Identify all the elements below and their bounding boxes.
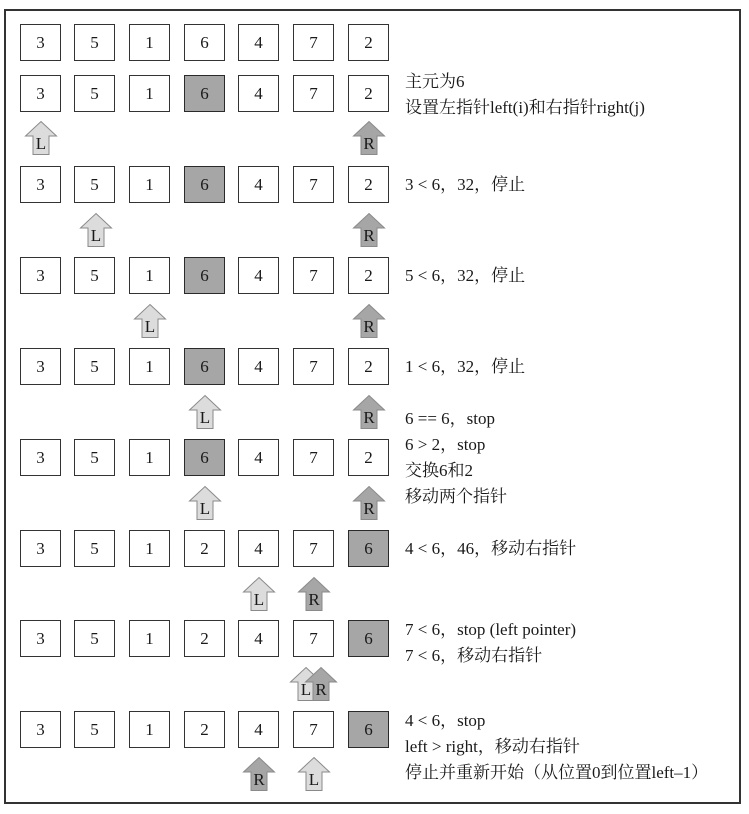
array-cell: 5 bbox=[74, 530, 115, 567]
step-note bbox=[405, 617, 576, 669]
right-pointer-arrow bbox=[353, 395, 385, 429]
note-line: 停止并重新开始（从位置0到位置left–1） bbox=[405, 763, 709, 782]
array-cell: 5 bbox=[74, 75, 115, 112]
pointer-label: L bbox=[35, 134, 47, 153]
array-cell: 2 bbox=[348, 439, 389, 476]
pointer-label: R bbox=[315, 680, 327, 699]
pointer-label: R bbox=[363, 134, 375, 153]
pointer-label: L bbox=[90, 226, 102, 245]
pointer-label: R bbox=[363, 317, 375, 336]
array-cell: 5 bbox=[74, 24, 115, 61]
array-cell: 4 bbox=[238, 530, 279, 567]
pointer-label: L bbox=[308, 770, 320, 789]
array-cell: 1 bbox=[129, 439, 170, 476]
array-cell: 2 bbox=[184, 711, 225, 748]
array-cell: 7 bbox=[293, 711, 334, 748]
array-cell: 1 bbox=[129, 711, 170, 748]
note-line: left > right，移动右指针 bbox=[405, 737, 580, 756]
array-cell: 1 bbox=[129, 24, 170, 61]
array-cell: 3 bbox=[20, 530, 61, 567]
pivot-cell: 6 bbox=[184, 348, 225, 385]
pointer-label: R bbox=[363, 408, 375, 427]
array-cell: 2 bbox=[348, 166, 389, 203]
step-note bbox=[405, 536, 576, 562]
array-cell: 4 bbox=[238, 620, 279, 657]
pivot-cell: 6 bbox=[348, 620, 389, 657]
array-cell: 7 bbox=[293, 439, 334, 476]
note-line: 3 < 6，32，停止 bbox=[405, 175, 526, 194]
array-cell: 4 bbox=[238, 257, 279, 294]
array-cell: 5 bbox=[74, 620, 115, 657]
note-line: 7 < 6，移动右指针 bbox=[405, 646, 543, 665]
array-cell: 5 bbox=[74, 166, 115, 203]
array-cell: 3 bbox=[20, 24, 61, 61]
left-pointer-arrow bbox=[243, 577, 275, 611]
array-cell: 6 bbox=[184, 24, 225, 61]
pivot-cell: 6 bbox=[184, 75, 225, 112]
pointer-label: R bbox=[308, 590, 320, 609]
array-cell: 7 bbox=[293, 348, 334, 385]
array-cell: 5 bbox=[74, 348, 115, 385]
pointer-label: R bbox=[363, 226, 375, 245]
array-cell: 4 bbox=[238, 348, 279, 385]
array-cell: 7 bbox=[293, 166, 334, 203]
pointer-label: L bbox=[199, 499, 211, 518]
pivot-cell: 6 bbox=[348, 530, 389, 567]
right-pointer-arrow bbox=[298, 577, 330, 611]
array-cell: 5 bbox=[74, 711, 115, 748]
step-note bbox=[405, 172, 525, 198]
pivot-cell: 6 bbox=[184, 257, 225, 294]
left-pointer-arrow bbox=[189, 486, 221, 520]
pointer-label: R bbox=[363, 499, 375, 518]
right-pointer-arrow bbox=[243, 757, 275, 791]
array-cell: 2 bbox=[184, 620, 225, 657]
note-line: 移动两个指针 bbox=[405, 487, 507, 506]
array-cell: 2 bbox=[348, 75, 389, 112]
array-cell: 1 bbox=[129, 348, 170, 385]
array-cell: 4 bbox=[238, 711, 279, 748]
pivot-cell: 6 bbox=[184, 166, 225, 203]
array-cell: 2 bbox=[348, 348, 389, 385]
left-pointer-arrow bbox=[25, 121, 57, 155]
left-pointer-arrow bbox=[134, 304, 166, 338]
array-cell: 4 bbox=[238, 166, 279, 203]
pointer-label: L bbox=[144, 317, 156, 336]
array-cell: 2 bbox=[348, 24, 389, 61]
note-line: 4 < 6，46，移动右指针 bbox=[405, 539, 577, 558]
array-cell: 2 bbox=[184, 530, 225, 567]
array-cell: 7 bbox=[293, 257, 334, 294]
array-cell: 7 bbox=[293, 530, 334, 567]
array-cell: 1 bbox=[129, 166, 170, 203]
array-cell: 1 bbox=[129, 75, 170, 112]
pointer-label: L bbox=[253, 590, 265, 609]
note-line: 7 < 6，stop (left pointer) bbox=[405, 620, 577, 639]
array-cell: 7 bbox=[293, 75, 334, 112]
array-cell: 1 bbox=[129, 530, 170, 567]
array-cell: 5 bbox=[74, 257, 115, 294]
note-line: 1 < 6，32，停止 bbox=[405, 357, 526, 376]
pointer-label: R bbox=[253, 770, 265, 789]
pivot-cell: 6 bbox=[184, 439, 225, 476]
right-pointer-arrow bbox=[353, 486, 385, 520]
array-cell: 4 bbox=[238, 439, 279, 476]
array-cell: 3 bbox=[20, 257, 61, 294]
array-cell: 1 bbox=[129, 620, 170, 657]
array-cell: 3 bbox=[20, 711, 61, 748]
array-cell: 4 bbox=[238, 75, 279, 112]
step-note bbox=[405, 406, 507, 510]
pointer-label: L bbox=[300, 680, 312, 699]
array-cell: 3 bbox=[20, 166, 61, 203]
array-cell: 3 bbox=[20, 348, 61, 385]
note-line: 主元为6 bbox=[405, 72, 465, 91]
array-cell: 2 bbox=[348, 257, 389, 294]
left-pointer-arrow bbox=[298, 757, 330, 791]
left-pointer-arrow bbox=[189, 395, 221, 429]
right-pointer-arrow bbox=[353, 121, 385, 155]
note-line: 4 < 6，stop bbox=[405, 711, 486, 730]
right-pointer-arrow bbox=[353, 213, 385, 247]
array-cell: 5 bbox=[74, 439, 115, 476]
step-note bbox=[405, 354, 525, 380]
array-cell: 4 bbox=[238, 24, 279, 61]
left-pointer-arrow bbox=[80, 213, 112, 247]
step-note bbox=[405, 708, 708, 786]
array-cell: 3 bbox=[20, 620, 61, 657]
array-cell: 3 bbox=[20, 439, 61, 476]
note-line: 设置左指针left(i)和右指针right(j) bbox=[405, 98, 645, 117]
note-line: 交换6和2 bbox=[405, 461, 473, 480]
note-line: 6 == 6，stop bbox=[405, 409, 496, 428]
note-line: 6 > 2，stop bbox=[405, 435, 486, 454]
note-line: 5 < 6，32，停止 bbox=[405, 266, 526, 285]
array-cell: 7 bbox=[293, 24, 334, 61]
pivot-cell: 6 bbox=[348, 711, 389, 748]
step-note bbox=[405, 263, 525, 289]
step-note bbox=[405, 69, 645, 121]
array-cell: 7 bbox=[293, 620, 334, 657]
right-pointer-arrow bbox=[353, 304, 385, 338]
right-pointer-arrow bbox=[305, 667, 337, 701]
pointer-label: L bbox=[199, 408, 211, 427]
array-cell: 3 bbox=[20, 75, 61, 112]
array-cell: 1 bbox=[129, 257, 170, 294]
